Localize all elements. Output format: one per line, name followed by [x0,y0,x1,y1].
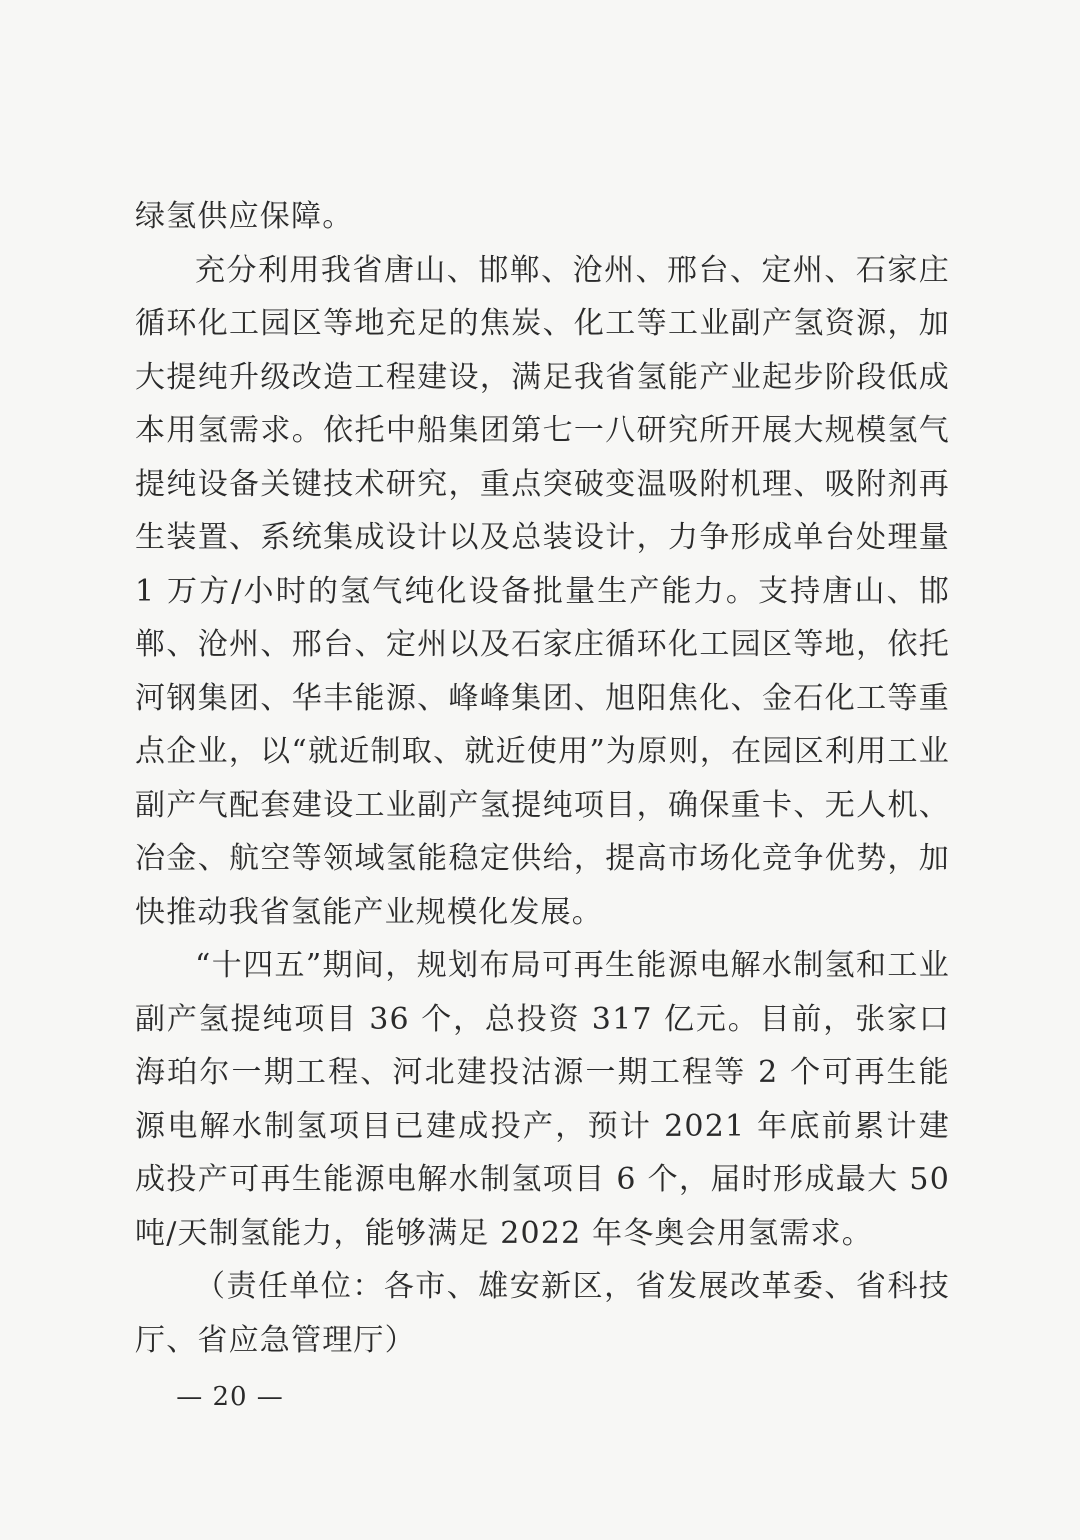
paragraph-continuation: 绿氢供应保障。 [135,199,354,234]
paragraph-responsible-units: （责任单位：各市、雄安新区，省发展改革委、省科技厅、省应急管理厅） [135,1269,950,1358]
paragraph-industrial-hydrogen: 充分利用我省唐山、邯郸、沧州、邢台、定州、石家庄循环化工园区等地充足的焦炭、化工等工业副产氢资源，加大提纯升级改造工程建设，满足我省氢能产业起步阶段低成本用氢需求。依托中船集团第七一八研究所开展大规模氢气提纯设备关键技术研究，重点突破变温吸附机理、吸附剂再生装置、系统集成设计以及总装设计，力争形成单台处理量 1 万方/小时的氢气纯化设备批量生产能力。支持唐山、邯郸、沧州、邢台、定州以及石家庄循环化工园区等地，依托河钢集团、华丰能源、峰峰集团、旭阳焦化、金石化工等重点企业，以“就近制取、就近使用”为原则，在园区利用工业副产气配套建设工业副产氢提纯项目，确保重卡、无人机、冶金、航空等领域氢能稳定供给，提高市场化竞争优势，加快推动我省氢能产业规模化发展。 [135,252,950,930]
page-number: — 20 — [176,1382,284,1412]
document-body [135,190,950,1367]
paragraph-14th-five-year-plan: “十四五”期间，规划布局可再生能源电解水制氢和工业副产氢提纯项目 36 个，总投资 317 亿元。目前，张家口海珀尔一期工程、河北建投沽源一期工程等 2 个可再生能源电解水制氢项目已建成投产，预计 2021 年底前累计建成投产可再生能源电解水制氢项目 6 个，届时形成最大 50 吨/天制氢能力，能够满足 2022 年冬奥会用氢需求。 [135,948,950,1251]
